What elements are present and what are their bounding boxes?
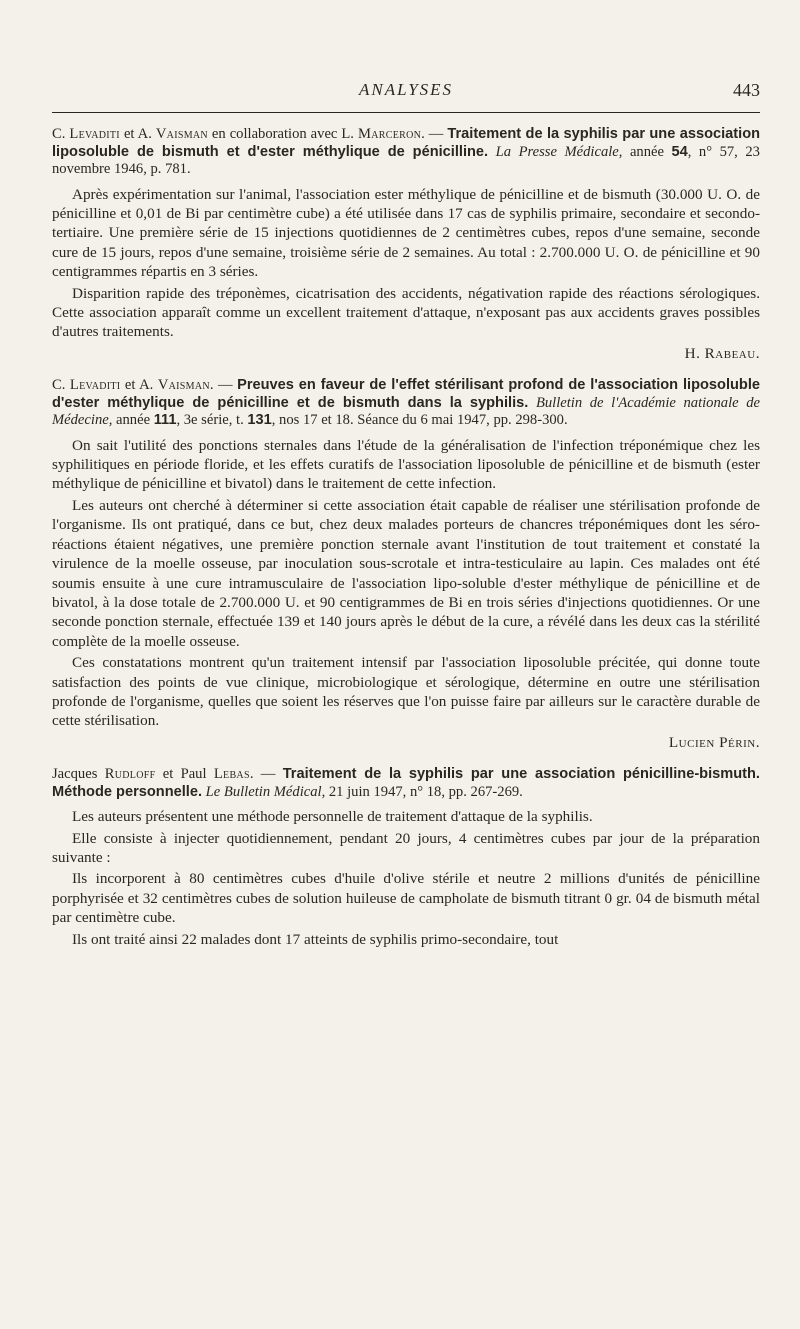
journal-name: La Presse Médicale, <box>495 143 623 160</box>
reference-details: , nos 17 et 18. Séance du 6 mai 1947, pp. 298-300. <box>271 412 568 429</box>
author-name: Marceron <box>357 126 422 142</box>
reference-details: , 3e série, t. <box>176 412 248 429</box>
journal-name: Bulletin de l'Académie nationale de Médecine, <box>52 394 760 429</box>
abstract-1 <box>52 126 760 363</box>
author-prefix: C. <box>52 377 70 394</box>
reviewer-signature: Lucien Périn. <box>668 733 760 751</box>
author-name: Lebas <box>213 766 250 783</box>
author-name: Rudloff <box>104 766 156 783</box>
author-name: Levaditi <box>69 377 121 394</box>
author-prefix: Jacques <box>52 766 105 783</box>
separator: . — <box>249 766 283 783</box>
abstract-paragraph: Ils incorporent à 80 centimètres cubes d'huile d'olive stérile et neutre 2 millions d'unités de pénicilline porphyrisée et 32 centimètres cubes de solution huileuse de campholate de bismuth titrant 0 gr. 04 de bismuth métal par centimètre cube. <box>52 870 760 927</box>
page-content <box>52 126 760 963</box>
citation <box>52 377 760 430</box>
reference-details: 21 juin 1947, n° 18, pp. 267-269. <box>325 783 523 800</box>
separator: . — <box>209 377 238 394</box>
abstract-2 <box>52 377 760 752</box>
ref-label: année <box>622 143 672 160</box>
article-title: Traitement de la syphilis par une association liposoluble de bismuth et d'ester méthylique de pénicilline. <box>52 126 761 160</box>
abstract-paragraph: Elle consiste à injecter quotidiennement, pendant 20 jours, 4 centimètres cubes par jour de la préparation suivante : <box>52 829 760 866</box>
abstract-3 <box>52 766 760 949</box>
volume-number: 111 <box>153 412 177 429</box>
author-name: Vaisman <box>157 377 210 394</box>
journal-name: Le Bulletin Médical, <box>205 783 326 800</box>
abstract-paragraph: Les auteurs présentent une méthode personnelle de traitement d'attaque de la syphilis. <box>72 808 593 826</box>
abstract-paragraph: Ils ont traité ainsi 22 malades dont 17 atteints de syphilis primo-secondaire, tout <box>72 930 559 948</box>
tome-number: 131 <box>247 412 272 429</box>
citation <box>52 126 760 179</box>
running-title: ANALYSES <box>358 80 454 99</box>
author-connector: en collaboration avec L. <box>207 126 358 142</box>
abstract-paragraph: On sait l'utilité des ponctions sternales dans l'étude de la généralisation de l'infection tréponémique chez les syphilitiques en période floride, et les effets curatifs de l'association liposoluble de pénicilline et de bismuth (ester méthylique de pénicilline et bivatol) dans le traitement de cette infection. <box>52 436 760 493</box>
reviewer-signature: H. Rabeau. <box>684 344 760 362</box>
article-title: Preuves en faveur de l'effet stérilisant profond de l'association liposoluble d'ester méthylique de pénicilline et de bismuth dans la syphilis. <box>52 377 761 411</box>
header-rule <box>52 112 760 113</box>
author-connector: et Paul <box>155 766 214 783</box>
article-title: Traitement de la syphilis par une association pénicilline-bismuth. Méthode personnelle. <box>52 766 760 800</box>
author-connector: et A. <box>120 377 158 394</box>
abstract-paragraph: Les auteurs ont cherché à déterminer si cette association était capable de réaliser une stérilisation profonde de l'organisme. Ils ont pratiqué, dans ce but, chez deux malades porteurs de chancres tréponémiques dont les séro-réactions étaient négatives, une première ponction sternale avant l'institution de tout traitement et constaté la virulence de la moelle osseuse, par inoculation sous-scrotale et intra-testiculaire au lapin. Ces malades ont été soumis ensuite à une cure intramusculaire de l'association lipo-soluble d'ester méthylique de pénicilline et de bivatol, à la dose totale de 2.700.000 U. et 90 centigrammes de Bi en trois séries d'injections quotidiennes. Or une seconde ponction sternale, effectuée 139 et 140 jours après le début de la cure, a révélé dans les deux cas la stérilité complète de la moelle osseuse. <box>52 496 760 650</box>
separator: . — <box>421 126 448 142</box>
author-name: Vaisman <box>155 126 208 142</box>
page-number: 443 <box>733 80 760 100</box>
reference-details: , n° 57, 23 novembre 1946, p. 781. <box>52 143 760 177</box>
abstract-paragraph: Ces constatations montrent qu'un traitement intensif par l'association liposoluble précitée, qui donne toute satisfaction des points de vue clinique, microbiologique et sérologique, détermine en outre une stérilisation profonde de l'organisme, quelles que soient les réserves que l'on puisse faire par ailleurs sur le caractère durable de cette stérilisation. <box>52 654 760 730</box>
abstract-paragraph: Disparition rapide des tréponèmes, cicatrisation des accidents, négativation rapide des réactions sérologiques. Cette association apparaît comme un excellent traitement d'attaque, n'exposant pas aux accidents graves possibles d'autres traitements. <box>52 284 760 341</box>
running-head <box>52 80 760 106</box>
ref-label: année <box>112 412 154 429</box>
author-prefix: C. <box>52 126 70 142</box>
volume-number: 54 <box>671 143 688 160</box>
citation <box>52 766 760 801</box>
author-name: Levaditi <box>69 126 120 142</box>
author-connector: et A. <box>119 126 156 142</box>
abstract-paragraph: Après expérimentation sur l'animal, l'association ester méthylique de pénicilline et de bismuth (30.000 U. O. de pénicilline et 0,01 de Bi par centimètre cube) a été utilisée dans 17 cas de syphilis primaire, secondaire et secondo-tertiaire. Une première série de 15 injections quotidiennes de 2 centimètres cubes, repos d'une semaine, seconde cure de 15 jours, repos d'une semaine, troisième série de 2 semaines. Au total : 2.700.000 U. O. de pénicilline et 90 centigrammes répartis en 3 séries. <box>52 185 760 281</box>
